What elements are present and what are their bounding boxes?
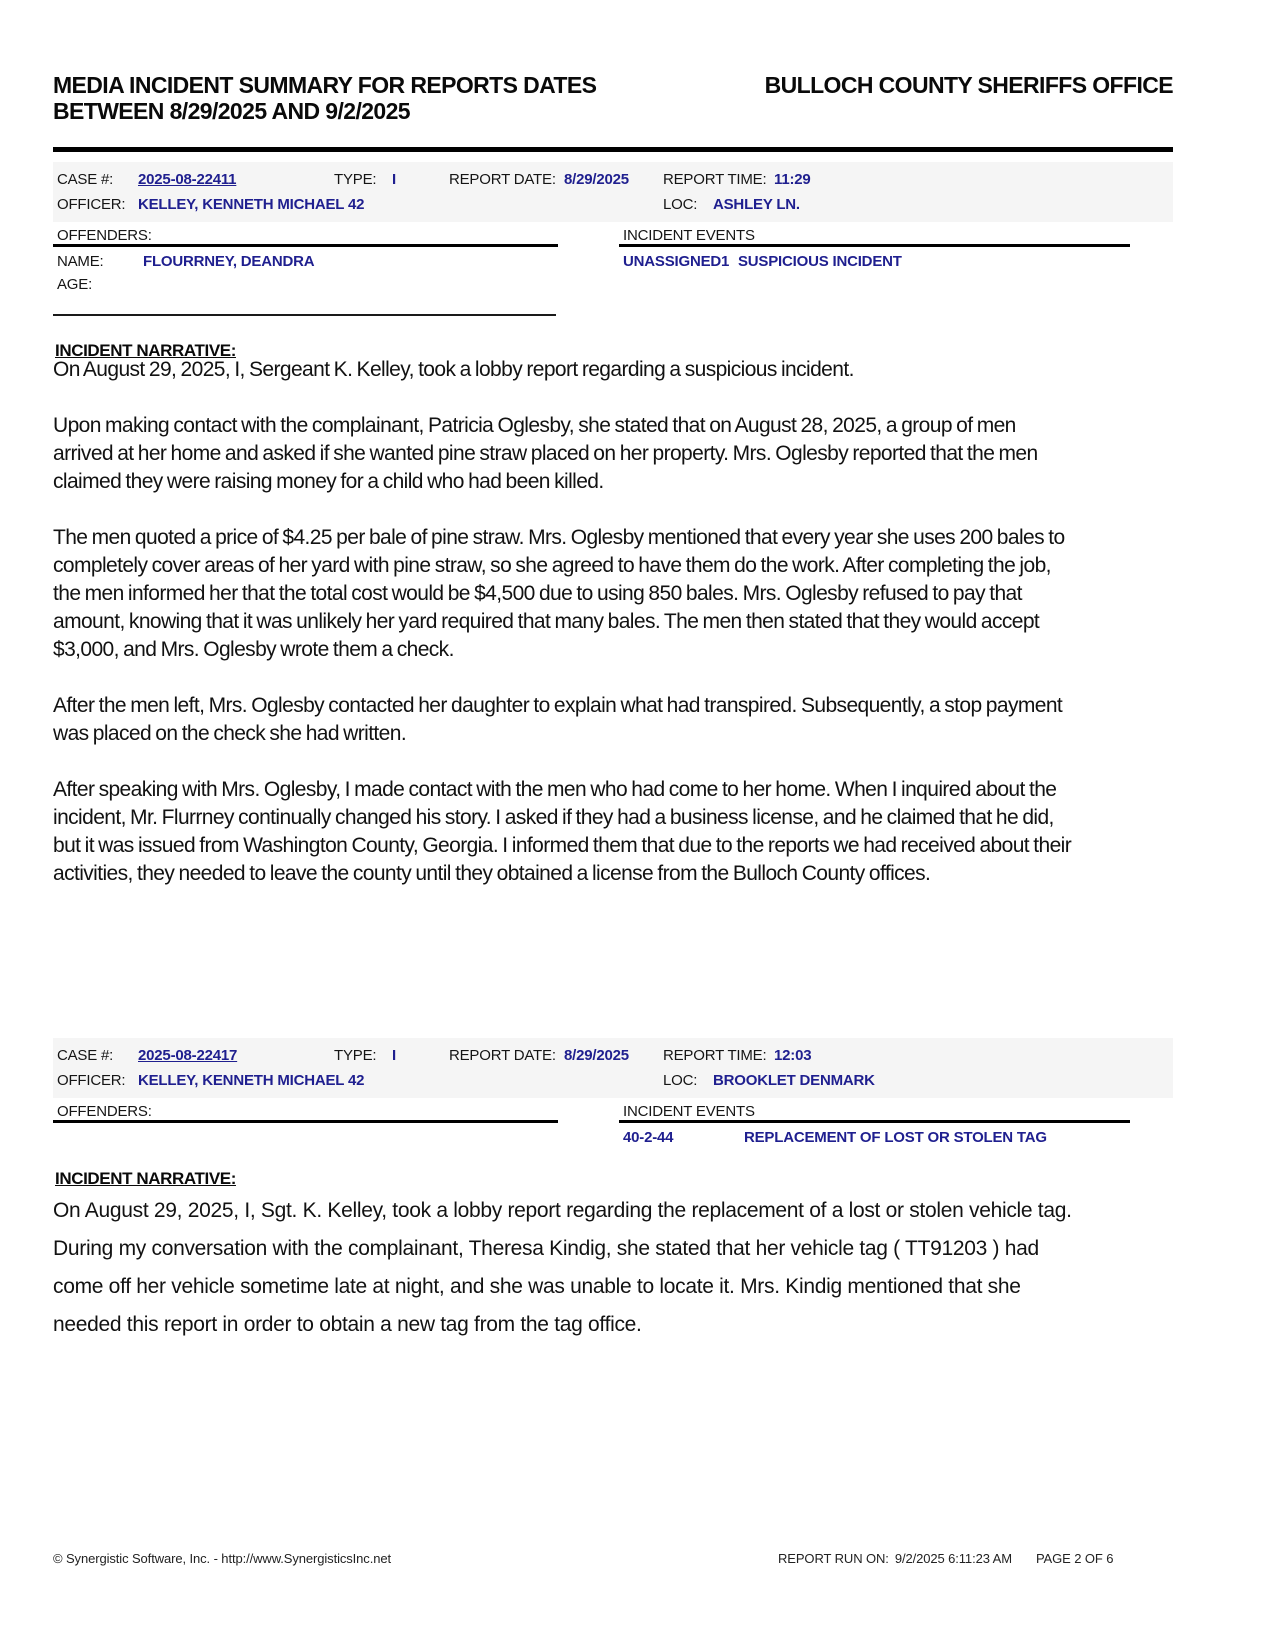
agency-name: BULLOCH COUNTY SHERIFFS OFFICE: [764, 72, 1173, 98]
narrative-paragraph: On August 29, 2025, I, Sgt. K. Kelley, took a lobby report regarding the replacement of a lost or stolen vehicle tag. During my conversation with the complainant, Theresa Kindig, she stated that her vehicle tag ( TT91203 ) had come off her vehicle sometime late at night, and she was unable to locate it. Mrs. Kindig mentioned that she needed this report in order to obtain a new tag from the tag office.: [53, 1199, 1072, 1336]
narrative-paragraph: Upon making contact with the complainant, Patricia Oglesby, she stated that on August 28, 2025, a group of men arrived at her home and asked if she wanted pine straw placed on her property. Mrs. Oglesby reported that the men claimed they were raising money for a child who had been killed.: [53, 414, 1038, 493]
case-summary-band: [53, 1038, 1173, 1098]
report-date-value: 8/29/2025: [564, 1047, 629, 1064]
offenders-divider: [53, 244, 558, 247]
report-date-value: 8/29/2025: [564, 171, 629, 188]
incident-narrative-text: [53, 356, 1078, 916]
report-time-label: REPORT TIME:: [663, 171, 767, 188]
case-number-link[interactable]: 2025-08-22411: [138, 171, 237, 188]
location-value: ASHLEY LN.: [713, 196, 800, 213]
offenders-section-label: OFFENDERS:: [57, 1103, 152, 1120]
event-code: UNASSIGNED1: [623, 253, 730, 270]
report-title: [53, 72, 693, 124]
event-description: SUSPICIOUS INCIDENT: [738, 253, 902, 270]
report-time-label: REPORT TIME:: [663, 1047, 767, 1064]
narrative-paragraph: After the men left, Mrs. Oglesby contacted her daughter to explain what had transpired. Subsequently, a stop payment was placed on the check she had written.: [53, 694, 1063, 745]
narrative-paragraph: On August 29, 2025, I, Sergeant K. Kelley, took a lobby report regarding a suspicious incident.: [53, 358, 854, 381]
incident-events-label: INCIDENT EVENTS: [623, 1103, 755, 1120]
case-number-link[interactable]: 2025-08-22417: [138, 1047, 238, 1064]
narrative-paragraph: After speaking with Mrs. Oglesby, I made contact with the men who had come to her home. When I inquired about the incident, Mr. Flurrney continually changed his story. I asked if they had a business license, and he claimed that he did, but it was issued from Washington County, Georgia. I informed them that due to the reports we had received about their activities, they needed to leave the county until they obtained a license from the Bulloch County offices.: [53, 778, 1072, 885]
report-time-value: 12:03: [774, 1047, 812, 1064]
type-value: I: [392, 171, 396, 188]
case-summary-band: [53, 162, 1173, 222]
offenders-section-label: OFFENDERS:: [57, 227, 152, 244]
report-time-value: 11:29: [774, 171, 811, 188]
location-value: BROOKLET DENMARK: [713, 1072, 875, 1089]
report-run-label: REPORT RUN ON:: [778, 1551, 889, 1566]
offenders-divider: [53, 1120, 558, 1123]
type-label: TYPE:: [334, 1047, 377, 1064]
officer-label: OFFICER:: [57, 1072, 126, 1089]
type-label: TYPE:: [334, 171, 377, 188]
footer-copyright: © Synergistic Software, Inc. - http://www.SynergisticsInc.net: [53, 1551, 391, 1566]
footer-report-run: [778, 1551, 1119, 1566]
header-divider: [53, 147, 1173, 152]
offender-name-value: FLOURRNEY, DEANDRA: [143, 253, 315, 270]
report-date-label: REPORT DATE:: [449, 1047, 556, 1064]
incident-events-label: INCIDENT EVENTS: [623, 227, 755, 244]
type-value: I: [392, 1047, 396, 1064]
offender-age-label: AGE:: [57, 276, 93, 293]
incident-narrative-text: [53, 1192, 1083, 1372]
event-code: 40-2-44: [623, 1129, 674, 1146]
officer-label: OFFICER:: [57, 196, 126, 213]
case-number-label: CASE #:: [57, 171, 114, 188]
officer-value: KELLEY, KENNETH MICHAEL 42: [138, 1072, 365, 1089]
officer-value: KELLEY, KENNETH MICHAEL 42: [138, 196, 365, 213]
location-label: LOC:: [663, 1072, 698, 1089]
location-label: LOC:: [663, 196, 698, 213]
report-date-label: REPORT DATE:: [449, 171, 556, 188]
narrative-paragraph: The men quoted a price of $4.25 per bale of pine straw. Mrs. Oglesby mentioned that every year she uses 200 bales to completely cover areas of her yard with pine straw, so she agreed to have them do the work. After completing the job, the men informed her that the total cost would be $4,500 due to using 850 bales. Mrs. Oglesby refused to pay that amount, knowing that it was unlikely her yard required that many bales. The men then stated that they would accept $3,000, and Mrs. Oglesby wrote them a check.: [53, 526, 1065, 661]
report-title-line1: MEDIA INCIDENT SUMMARY FOR REPORTS DATES: [53, 72, 597, 98]
incident-narrative-heading: INCIDENT NARRATIVE:: [55, 1169, 236, 1188]
incident-narrative-heading: INCIDENT NARRATIVE:: [55, 341, 236, 360]
event-description: REPLACEMENT OF LOST OR STOLEN TAG: [744, 1129, 1047, 1146]
offenders-bottom-divider: [53, 314, 556, 316]
page-indicator: PAGE 2 OF 6: [1035, 1551, 1114, 1566]
case-number-label: CASE #:: [57, 1047, 114, 1064]
offender-name-label: NAME:: [57, 253, 104, 270]
report-run-value: 9/2/2025 6:11:23 AM: [894, 1551, 1012, 1566]
incident-events-divider: [619, 1120, 1130, 1123]
report-title-line2: BETWEEN 8/29/2025 AND 9/2/2025: [53, 98, 410, 124]
incident-events-divider: [619, 244, 1130, 247]
